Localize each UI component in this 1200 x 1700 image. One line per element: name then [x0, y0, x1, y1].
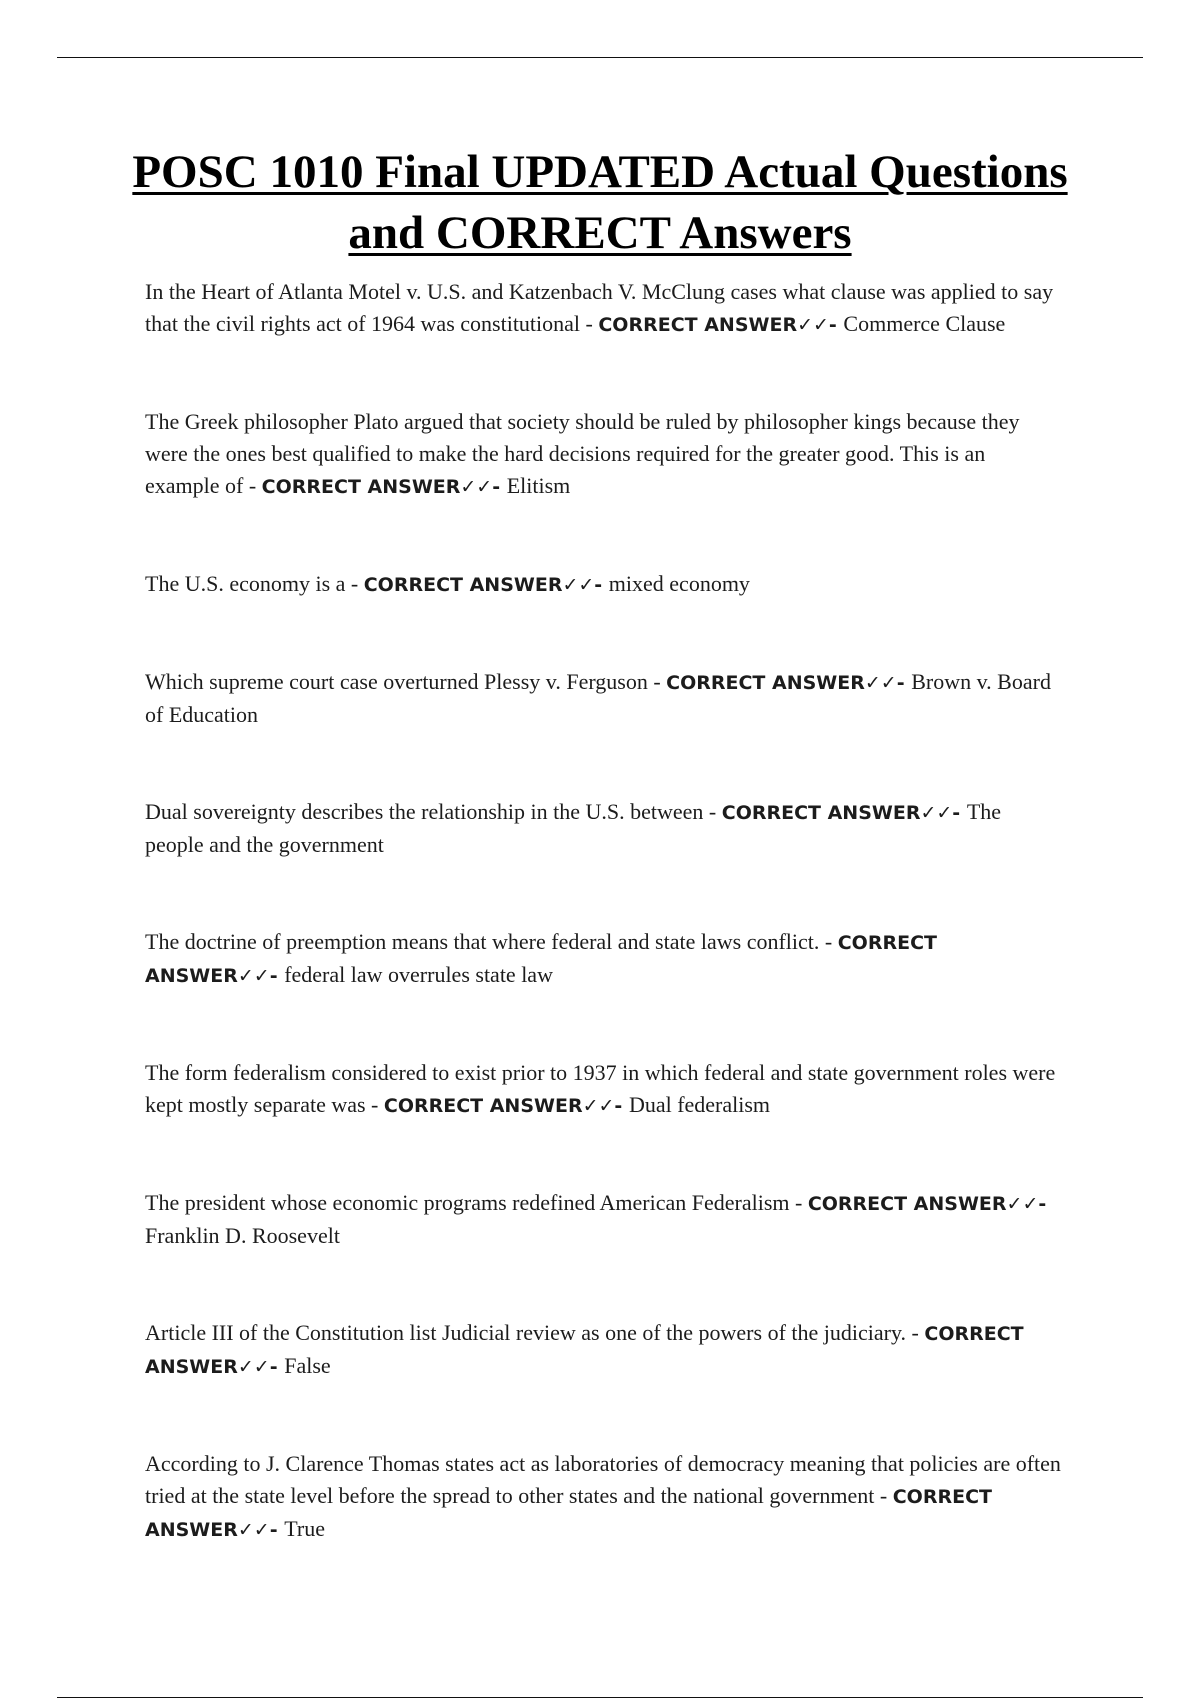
answer-text: Brown v. Board of Education — [145, 669, 1051, 727]
answer-text: Dual federalism — [628, 1092, 771, 1117]
answer-text: federal law overrules state law — [284, 962, 553, 987]
qa-list — [145, 276, 1063, 1611]
qa-item — [145, 1317, 1063, 1383]
question-text: Which supreme court case overturned Plessy v. Ferguson - — [145, 669, 667, 694]
answer-text: Commerce Clause — [843, 311, 1006, 336]
question-text: The form federalism considered to exist prior to 1937 in which federal and state government roles were kept mostly separate was - — [145, 1060, 1056, 1117]
answer-text: Elitism — [506, 473, 571, 498]
question-text: The Greek philosopher Plato argued that society should be ruled by philosopher kings because they were the ones best qualified to make the hard decisions required for the greater good. This is an example of - — [145, 409, 1020, 498]
top-rule — [57, 57, 1143, 58]
answer-marker: CORRECT ANSWER✓✓- — [145, 1323, 1024, 1378]
answer-marker: CORRECT ANSWER✓✓- — [721, 802, 967, 824]
qa-item — [145, 796, 1063, 861]
question-text: The president whose economic programs redefined American Federalism - — [145, 1190, 808, 1215]
question-text: According to J. Clarence Thomas states act as laboratories of democracy meaning that policies are often tried at the state level before the spread to other states and the national government - — [145, 1451, 1061, 1508]
answer-text: True — [284, 1516, 325, 1541]
answer-marker: CORRECT ANSWER✓✓- — [145, 932, 937, 987]
answer-text: False — [284, 1353, 331, 1378]
document-title — [100, 142, 1100, 264]
question-text: The U.S. economy is a - — [145, 571, 364, 596]
answer-text: Franklin D. Roosevelt — [145, 1223, 340, 1248]
question-text: The doctrine of preemption means that where federal and state laws conflict. - — [145, 929, 838, 954]
answer-text: The people and the government — [145, 799, 1002, 857]
answer-marker: CORRECT ANSWER✓✓- — [807, 1193, 1047, 1215]
answer-marker: CORRECT ANSWER✓✓- — [145, 1486, 992, 1541]
answer-text: mixed economy — [608, 571, 750, 596]
answer-marker: CORRECT ANSWER✓✓- — [598, 314, 844, 336]
qa-item — [145, 276, 1063, 341]
qa-item — [145, 1057, 1063, 1122]
qa-item — [145, 926, 1063, 992]
question-text: Dual sovereignty describes the relationship in the U.S. between - — [145, 799, 722, 824]
answer-marker: CORRECT ANSWER✓✓- — [383, 1095, 629, 1117]
document-title-text: POSC 1010 Final UPDATED Actual Questions and CORRECT Answers — [132, 146, 1068, 259]
question-text: In the Heart of Atlanta Motel v. U.S. and Katzenbach V. McClung cases what clause was applied to say that the civil rights act of 1964 was constitutional - — [145, 279, 1054, 336]
answer-marker: CORRECT ANSWER✓✓- — [261, 476, 507, 498]
bottom-rule — [57, 1697, 1143, 1698]
qa-item — [145, 1187, 1063, 1252]
qa-item — [145, 1448, 1063, 1546]
answer-marker: CORRECT ANSWER✓✓- — [666, 672, 912, 694]
qa-item — [145, 568, 1063, 601]
qa-item — [145, 666, 1063, 731]
question-text: Article III of the Constitution list Judicial review as one of the powers of the judiciary. - — [145, 1320, 925, 1345]
answer-marker: CORRECT ANSWER✓✓- — [363, 574, 609, 596]
qa-item — [145, 406, 1063, 503]
